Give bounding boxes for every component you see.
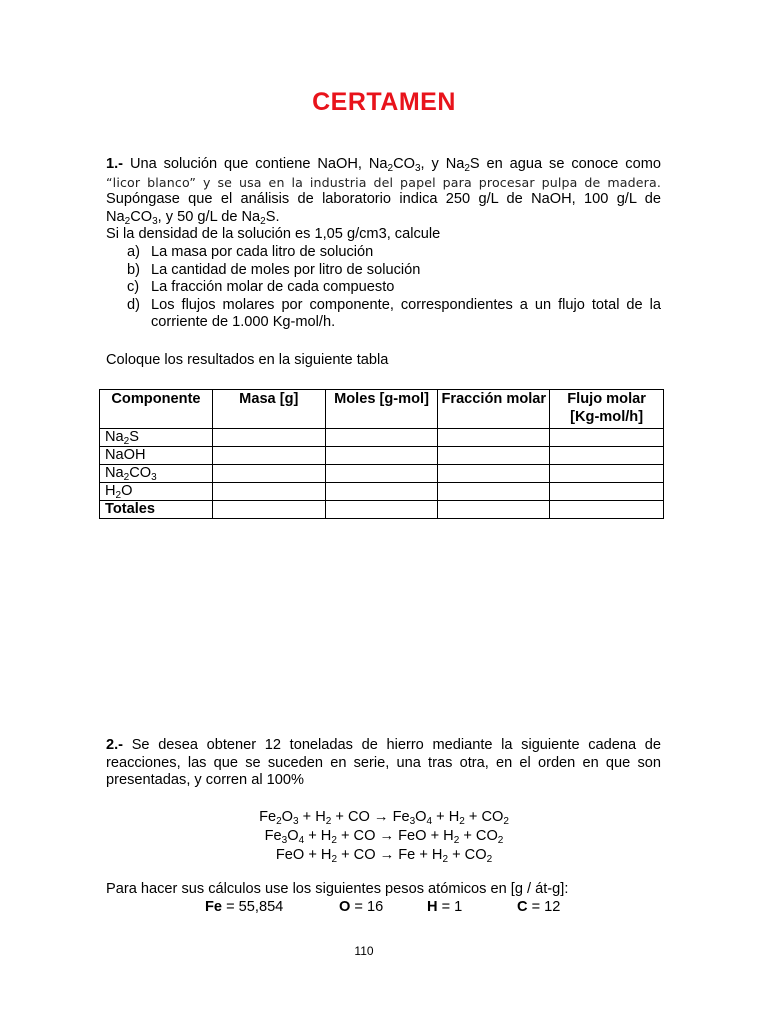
totals-label: Totales — [100, 501, 213, 519]
list-item: c) La fracción molar de cada compuesto — [127, 279, 395, 296]
header-fraccion: Fracción molar — [438, 390, 550, 429]
weight-fe: Fe = 55,854 — [205, 899, 284, 915]
table-cell[interactable] — [325, 447, 438, 465]
table-cell[interactable] — [325, 483, 438, 501]
q2-number: 2.- — [106, 737, 124, 753]
table-row — [100, 483, 664, 501]
table-cell[interactable] — [438, 465, 550, 483]
list-item: a) La masa por cada litro de solución — [127, 243, 374, 260]
table-cell[interactable] — [438, 501, 550, 519]
list-item: b) La cantidad de moles por litro de solución — [127, 261, 421, 278]
list-item: d) Los flujos molares por componente, correspondientes a un flujo total de la corriente de 1.000 Kg-mol/h. — [127, 296, 661, 331]
header-flujo: Flujo molar [Kg-mol/h] — [550, 390, 664, 429]
q2-line-2: reacciones, las que se suceden en serie, una tras otra, en el orden en que son — [106, 754, 661, 771]
table-row — [100, 429, 664, 447]
table-cell[interactable] — [325, 429, 438, 447]
page-title: CERTAMEN — [312, 88, 456, 116]
q1-line-2: “licor blanco” y se usa en la industria del papel para procesar pulpa de madera. — [106, 174, 661, 190]
reaction-3: FeO + $H_2$ + CO → $Fe + H_2 + CO_2$ — [275, 847, 493, 865]
reaction-1: $Fe_2O_3 + H_2$ + CO → $Fe_3O_4 + H_2 + CO_2$ — [259, 809, 509, 827]
table-header-row — [100, 390, 664, 429]
q2-line-1: 2.- Se desea obtener 12 toneladas de hierro mediante la siguiente cadena de — [106, 737, 661, 753]
q1-items — [106, 244, 661, 332]
component-naoh: NaOH — [100, 447, 213, 465]
weight-c: C = 12 — [517, 899, 561, 915]
q1-instruction: Coloque los resultados en la siguiente tabla — [106, 352, 389, 368]
table-cell[interactable] — [438, 483, 550, 501]
table-cell[interactable] — [325, 501, 438, 519]
results-table — [99, 389, 664, 519]
page-number: 110 — [354, 944, 374, 958]
question-2 — [106, 737, 661, 790]
weights-intro: Para hacer sus cálculos use los siguientes pesos atómicos en [g / át-g]: — [106, 881, 569, 897]
component-na2s: $Na_2S$ — [100, 429, 213, 447]
component-na2co3: $Na_2CO_3$ — [100, 465, 213, 483]
table-row — [100, 447, 664, 465]
table-cell[interactable] — [550, 465, 664, 483]
q1-line-5: Si la densidad de la solución es 1,05 g/cm3, calcule — [106, 226, 441, 243]
table-cell[interactable] — [212, 429, 325, 447]
q1-line-4: $Na_2CO_3$, y 50 g/L de $Na_2S$. — [106, 208, 280, 227]
reaction-2: $Fe_3O_4 + H_2$ + CO → FeO + $H_2 + CO_2$ — [264, 828, 504, 846]
header-moles: Moles [g-mol] — [325, 390, 438, 429]
table-cell[interactable] — [550, 501, 664, 519]
weight-h: H = 1 — [427, 899, 463, 915]
table-cell[interactable] — [438, 447, 550, 465]
table-cell[interactable] — [438, 429, 550, 447]
table-totals-row — [100, 501, 664, 519]
q1-line-1: 1.- Una solución que contiene NaOH, $Na_2CO_3$, y $Na_2S$ en agua se conoce como — [106, 156, 661, 174]
q2-line-3: presentadas, y corren al 100% — [106, 772, 304, 789]
table-cell[interactable] — [325, 465, 438, 483]
question-1 — [106, 156, 661, 332]
table-cell[interactable] — [550, 429, 664, 447]
table-cell[interactable] — [550, 447, 664, 465]
header-componente: Componente — [100, 390, 213, 429]
table-cell[interactable] — [212, 465, 325, 483]
q1-line-3: Supóngase que el análisis de laboratorio indica 250 g/L de NaOH, 100 g/L de — [106, 191, 661, 208]
q1-number: 1.- — [106, 156, 124, 172]
table-cell[interactable] — [212, 501, 325, 519]
table-cell[interactable] — [212, 483, 325, 501]
component-h2o: $H_2O$ — [100, 483, 213, 501]
weight-o: O = 16 — [339, 899, 384, 915]
header-masa: Masa [g] — [212, 390, 325, 429]
table-cell[interactable] — [550, 483, 664, 501]
table-cell[interactable] — [212, 447, 325, 465]
table-row — [100, 465, 664, 483]
